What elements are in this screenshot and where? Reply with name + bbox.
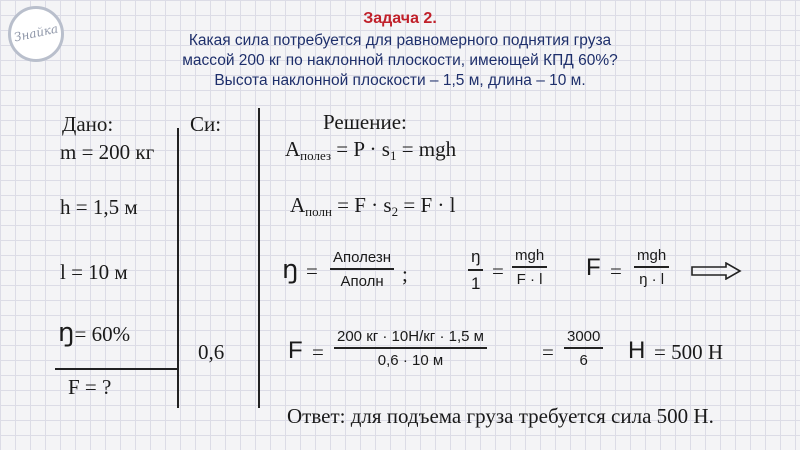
- eq1-s-sub: 1: [389, 148, 397, 163]
- calc-denominator: 0,6 · 10 м: [377, 351, 444, 369]
- eq2-s-sub: 2: [391, 204, 399, 219]
- calc-fraction: [334, 328, 487, 369]
- eq1-rest2: = mgh: [401, 137, 457, 161]
- task-line-2: массой 200 кг по наклонной плоскости, имеющей КПД 60%?: [182, 52, 618, 69]
- task-line-1: Какая сила потребуется для равномерного поднятия груза: [188, 32, 612, 49]
- given-header: Дано:: [62, 112, 114, 136]
- result-unit-symbol: Н: [628, 337, 646, 364]
- column-divider-2: [258, 108, 260, 408]
- eq1-rest1: = P · s: [336, 137, 390, 161]
- eta-definition-fraction: [330, 249, 394, 290]
- eq2-rest2: = F · l: [403, 193, 456, 217]
- task-title: Задача 2.: [363, 10, 437, 27]
- equation-total-work: [290, 193, 455, 218]
- equation-useful-work: [285, 137, 456, 162]
- given-length: l = 10 м: [60, 260, 128, 284]
- given-efficiency: [58, 318, 130, 348]
- force-eq: =: [610, 259, 622, 283]
- logo-text: Знайка: [12, 21, 60, 45]
- si-efficiency: 0,6: [198, 340, 225, 364]
- force-symbol: F: [586, 254, 601, 281]
- eta-def-denominator: Aполн: [340, 272, 384, 290]
- given-height: h = 1,5 м: [60, 195, 138, 219]
- task-line-3: Высота наклонной плоскости – 1,5 м, длина – 10 м.: [214, 72, 586, 89]
- eta-ratio-eq: =: [492, 259, 504, 283]
- eta-ratio-numerator: ŋ: [471, 247, 481, 266]
- eq2-a: A: [290, 193, 306, 217]
- calc-simplified-denominator: 6: [579, 351, 588, 369]
- find-divider: [55, 368, 177, 370]
- calc-numerator: 200 кг · 10Н/кг · 1,5 м: [337, 328, 484, 345]
- mgh-fl-numerator: mgh: [515, 247, 545, 264]
- eta-separator: ;: [402, 262, 408, 286]
- calc-eq2: =: [542, 340, 554, 364]
- eq2-rest1: = F · s: [337, 193, 392, 217]
- eta-ratio-fraction: [468, 247, 483, 294]
- eq1-a: A: [285, 137, 301, 161]
- eta-formula-eq: =: [306, 259, 318, 283]
- eta-def-numerator: Aполезн: [333, 249, 392, 266]
- column-divider-1: [177, 128, 179, 408]
- mgh-fl-denominator: F · l: [516, 270, 543, 288]
- calc-force-symbol: F: [288, 337, 303, 364]
- calc-simplified-fraction: [564, 328, 603, 369]
- answer-text: Ответ: для подъема груза требуется сила 500 Н.: [287, 404, 714, 428]
- force-formula-denominator: ŋ · l: [639, 270, 665, 288]
- eq2-a-sub: полн: [305, 204, 332, 219]
- force-formula-fraction: [634, 247, 669, 288]
- eta-symbol: ŋ: [58, 318, 75, 348]
- solution-header: Решение:: [323, 110, 407, 134]
- given-find: F = ?: [68, 375, 112, 399]
- force-formula-numerator: mgh: [637, 247, 667, 264]
- eta-formula-symbol: ŋ: [282, 255, 299, 285]
- implies-arrow-icon: [690, 262, 742, 280]
- given-efficiency-value: = 60%: [74, 322, 131, 346]
- given-mass: m = 200 кг: [60, 140, 155, 164]
- eta-ratio-denominator: 1: [471, 273, 481, 293]
- calc-result: = 500 Н: [654, 340, 724, 364]
- calc-eq: =: [312, 340, 324, 364]
- si-header: Си:: [190, 112, 222, 136]
- eq1-a-sub: полез: [300, 148, 332, 163]
- calc-simplified-numerator: 3000: [567, 328, 601, 345]
- mgh-over-fl-fraction: [512, 247, 547, 288]
